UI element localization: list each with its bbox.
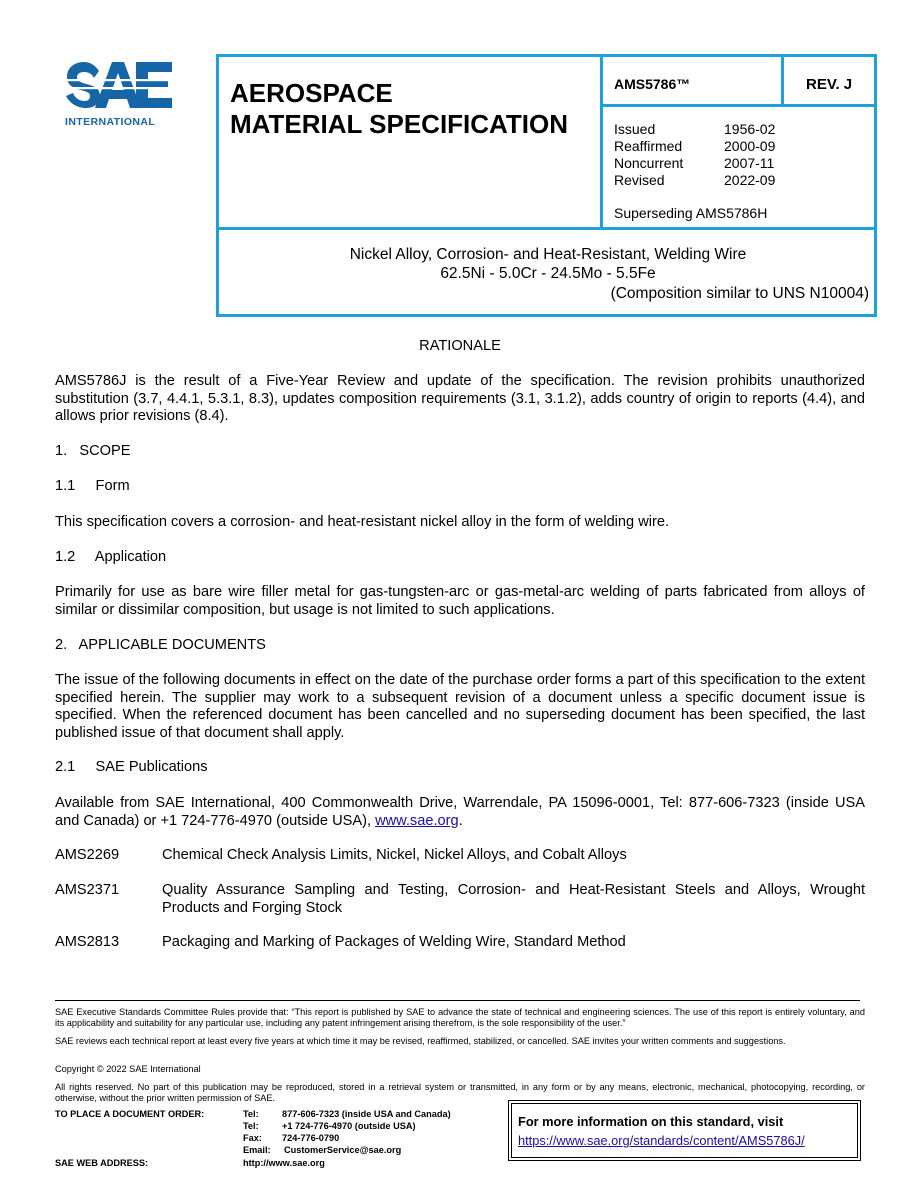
reference-code: AMS2269 bbox=[55, 847, 120, 863]
rights-text: All rights reserved. No part of this publication may be reproduced, stored in a retrieval system or transmitted, in any form or by any means, electronic, mechanical, photocopying, recording, or otherwise, without the prior written permission of SAE. bbox=[55, 1082, 865, 1104]
date-value: 2022-09 bbox=[724, 172, 776, 188]
logo-subtitle: INTERNATIONAL bbox=[65, 116, 156, 128]
contact-value: +1 724-776-4970 (outside USA) bbox=[282, 1121, 416, 1131]
contact-value: CustomerService@sae.org bbox=[284, 1145, 402, 1155]
sae-website-link[interactable]: www.sae.org bbox=[375, 812, 459, 829]
spec-title-line1: AEROSPACE bbox=[230, 78, 393, 108]
contact-label: Fax: bbox=[243, 1133, 262, 1143]
section-1-2-paragraph: Primarily for use as bare wire filler metal for gas-tungsten-arc or gas-metal-arc welding of parts fabricated from alloys of similar or dissimilar composition, but usage is not limited to such applications. bbox=[55, 584, 865, 618]
divider bbox=[600, 57, 603, 229]
date-row-issued bbox=[614, 121, 775, 138]
date-label: Revised bbox=[614, 172, 665, 188]
availability-text: Available from SAE International, 400 Commonwealth Drive, Warrendale, PA 15096-0001, Tel: 877-606-7323 (inside USA and Canada) or +1 724-776-4970 (outside USA), bbox=[55, 795, 865, 829]
contact-value: 877-606-7323 (inside USA and Canada) bbox=[282, 1109, 451, 1119]
subject-line1: Nickel Alloy, Corrosion- and Heat-Resistant, Welding Wire bbox=[349, 246, 747, 263]
reference-title: Chemical Check Analysis Limits, Nickel, Nickel Alloys, and Cobalt Alloys bbox=[162, 847, 627, 863]
reference-code: AMS2371 bbox=[55, 882, 120, 898]
section-1-1-heading: 1.1 Form bbox=[55, 478, 130, 494]
revision-label: REV. J bbox=[806, 76, 853, 93]
divider bbox=[600, 104, 877, 107]
rationale-paragraph: AMS5786J is the result of a Five-Year Review and update of the specification. The revision prohibits unauthorized substitution (3.7, 4.4.1, 5.3.1, 8.3), updates composition requirements (3.1, 3.1.2), adds country of origin to reports (4.4), and allows prior revisions (8.4). bbox=[55, 373, 865, 425]
subject-line3: (Composition similar to UNS N10004) bbox=[610, 285, 869, 302]
section-1-heading: 1. SCOPE bbox=[55, 443, 131, 459]
subject-line2: 62.5Ni - 5.0Cr - 24.5Mo - 5.5Fe bbox=[440, 265, 656, 282]
superseding-note: Superseding AMS5786H bbox=[614, 205, 768, 221]
contact-label: Tel: bbox=[243, 1121, 259, 1131]
section-2-1-paragraph bbox=[55, 795, 865, 830]
divider bbox=[781, 57, 784, 106]
contact-label: Email: bbox=[243, 1145, 271, 1155]
more-info-title: For more information on this standard, visit bbox=[518, 1114, 784, 1129]
web-address-label: SAE WEB ADDRESS: bbox=[55, 1158, 149, 1168]
sae-logo bbox=[64, 56, 184, 130]
section-2-paragraph: The issue of the following documents in effect on the date of the purchase order forms a part of this specification to the extent specified herein. The supplier may work to a subsequent revision of a document unless a specific document issue is specified. When the referenced document has been cancelled and no superseding document has been specified, the last published issue of that document shall apply. bbox=[55, 672, 865, 741]
date-row-revised bbox=[614, 172, 775, 189]
sae-wordmark-logo bbox=[64, 56, 174, 114]
document-number: AMS5786™ bbox=[614, 76, 691, 92]
standard-url-link[interactable]: https://www.sae.org/standards/content/AMS5786J/ bbox=[518, 1133, 805, 1148]
copyright-text: Copyright © 2022 SAE International bbox=[55, 1064, 201, 1074]
review-text: SAE reviews each technical report at least every five years at which time it may be revised, reaffirmed, stabilized, or cancelled. SAE invites your written comments and suggestions. bbox=[55, 1036, 786, 1046]
date-value: 2000-09 bbox=[724, 138, 776, 154]
date-value: 2007-11 bbox=[724, 155, 775, 171]
committee-rules-text: SAE Executive Standards Committee Rules provide that: “This report is published by SAE to advance the state of technical and engineering sciences. The use of this report is entirely voluntary, and its applicability and suitability for any particular use, including any patent infringement arising therefrom, is the sole responsibility of the user.” bbox=[55, 1007, 865, 1029]
section-1-1-paragraph: This specification covers a corrosion- and heat-resistant nickel alloy in the form of welding wire. bbox=[55, 514, 670, 530]
spec-header-box bbox=[216, 54, 877, 317]
spec-title-line2: MATERIAL SPECIFICATION bbox=[230, 109, 568, 139]
section-1-2-heading: 1.2 Application bbox=[55, 549, 167, 565]
contact-value: 724-776-0790 bbox=[282, 1133, 340, 1143]
reference-title: Quality Assurance Sampling and Testing, Corrosion- and Heat-Resistant Steels and Alloys, Wrought Products and Forging Stock bbox=[162, 882, 865, 916]
contact-label: Tel: bbox=[243, 1109, 259, 1119]
date-label: Noncurrent bbox=[614, 155, 684, 171]
date-row-noncurrent bbox=[614, 155, 774, 172]
web-address-value: http://www.sae.org bbox=[243, 1158, 325, 1168]
order-label: TO PLACE A DOCUMENT ORDER: bbox=[55, 1109, 205, 1119]
date-label: Reaffirmed bbox=[614, 138, 683, 154]
more-info-box bbox=[508, 1100, 861, 1161]
date-value: 1956-02 bbox=[724, 121, 776, 137]
reference-title: Packaging and Marking of Packages of Welding Wire, Standard Method bbox=[162, 934, 626, 950]
footer-rule bbox=[55, 1000, 860, 1001]
rationale-heading: RATIONALE bbox=[419, 338, 501, 354]
date-label: Issued bbox=[614, 121, 656, 137]
availability-text-end: . bbox=[458, 812, 463, 829]
date-row-reaffirmed bbox=[614, 138, 775, 155]
divider bbox=[219, 227, 877, 230]
section-2-heading: 2. APPLICABLE DOCUMENTS bbox=[55, 637, 266, 653]
reference-code: AMS2813 bbox=[55, 934, 120, 950]
section-2-1-heading: 2.1 SAE Publications bbox=[55, 759, 208, 775]
